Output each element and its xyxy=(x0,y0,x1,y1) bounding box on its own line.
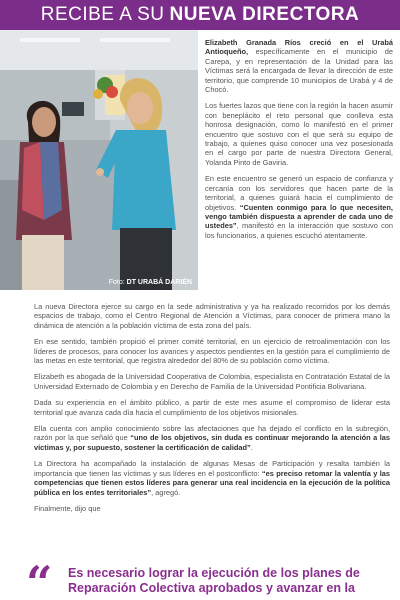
body-paragraph-2 xyxy=(34,337,390,365)
quote-mark-icon: “ xyxy=(26,564,53,600)
body-3-text: Elizabeth es abogada de la Universidad Cooperativa de Colombia, especialista en Contratación Estatal de la Universidad Externado de Colombia y en Derecho de Familia de la Universidad Pontificia Bolivariana. xyxy=(34,372,390,391)
intro-3-text: En este encuentro se generó un espacio de confianza y cercanía con los servidores que hacen parte de la territorial, a quienes guiará hacia el cumplimiento de objetivos. xyxy=(205,174,393,212)
title-bold: NUEVA DIRECTORA xyxy=(169,4,360,25)
intro-1-text: específicamente en el municipio de Carepa, y en representación de la Unidad para las Víctimas será la encargada de llevar la dirección de este territorio, que comprende 10 municipios de Urabá y 4 de Chocó. xyxy=(205,47,393,95)
body-4-text: Dada su experiencia en el ámbito público, a partir de este mes asume el compromiso de liderar esta territorial que avanza cada día hacia el cumplimiento de los objetivos misionales. xyxy=(34,398,390,417)
body-text xyxy=(34,302,390,520)
intro-paragraph-1 xyxy=(205,38,393,94)
body-6-quote: “es preciso retomar la valentía y las competencias que tienen estos líderes para generar una real incidencia en la ejecución de la política pública en los entes territoriales” xyxy=(34,468,390,497)
body-paragraph-1 xyxy=(34,302,390,330)
pull-quote-text: Es necesario lograr la ejecución de los planes de Reparación Colectiva aprobados y avanzar en la xyxy=(68,566,360,595)
header-banner xyxy=(0,0,400,30)
caption-prefix: Foto: xyxy=(108,279,125,286)
body-paragraph-6 xyxy=(34,459,390,497)
body-2-text: En ese sentido, también propició el primer comité territorial, en un ejercicio de retroalimentación con los líderes de procesos, para conocer los avances y aspectos pendientes en la gestión para el cumplimiento de las metas en este territorial, que registra alrededor del 80% de su población como víctima. xyxy=(34,337,390,366)
body-paragraph-4 xyxy=(34,398,390,417)
body-5-tail: . xyxy=(250,442,253,452)
intro-paragraph-3 xyxy=(205,174,393,240)
body-5-text: Ella cuenta con amplio conocimiento sobre las afectaciones que ha dejado el conflicto en la subregión, razón por la que señaló que xyxy=(34,424,390,443)
intro-3-quote: “Cuenten conmigo para lo que necesiten, vengo también dispuesta a aprender de cada uno de ustedes” xyxy=(205,202,393,231)
body-paragraph-5 xyxy=(34,424,390,452)
photo-caption xyxy=(109,279,192,286)
body-paragraph-3 xyxy=(34,372,390,391)
title-light: RECIBE A SU xyxy=(40,4,165,25)
body-7-text: Finalmente, dijo que xyxy=(34,503,101,513)
article-photo xyxy=(0,30,198,290)
body-1-text: La nueva Directora ejerce su cargo en la sede administrativa y ya ha realizado recorridos por los demás espacios de trabajo, como el Centro Regional de Atención a Víctimas, para conocer de primera mano la dinámica de atención a la población víctima de esta zona del país. xyxy=(34,302,390,330)
body-paragraph-7 xyxy=(34,504,390,513)
intro-1-bold: Elizabeth Granada Ríos creció en el Urabá Antioqueño, xyxy=(205,38,393,57)
body-6-text: La Directora ha acompañado la instalación de algunas Mesas de Participación y resalta también la importancia que tienen las víctimas y sus líderes en el postconflicto: xyxy=(34,459,390,478)
body-5-quote: “uno de los objetivos, sin duda es continuar mejorando la atención a las víctimas y, por supuesto, sostener la certificación de calidad” xyxy=(34,433,390,452)
caption-source: DT URABÁ DARIÉN xyxy=(126,279,192,286)
intro-column xyxy=(205,38,393,247)
pull-quote xyxy=(22,564,392,600)
intro-3-tail: , manifestó en la interacción que sostuvo con los funcionarios, a quienes escuchó atentamente. xyxy=(205,221,393,240)
intro-2-text: Los fuertes lazos que tiene con la región la hacen asumir con beneplácito el reto personal que conlleva esta honrosa designación, como lo manifestó en el primer encuentro que sostuvo con el que será su equipo de trabajo, a quienes quiso conocer una vez posesionada en el cargo por parte de nuestra Directora General, Yolanda Pinto de Gaviria. xyxy=(205,101,393,167)
body-6-tail: , agregó. xyxy=(151,487,181,497)
office-meeting-photo xyxy=(0,30,198,290)
intro-paragraph-2 xyxy=(205,101,393,167)
